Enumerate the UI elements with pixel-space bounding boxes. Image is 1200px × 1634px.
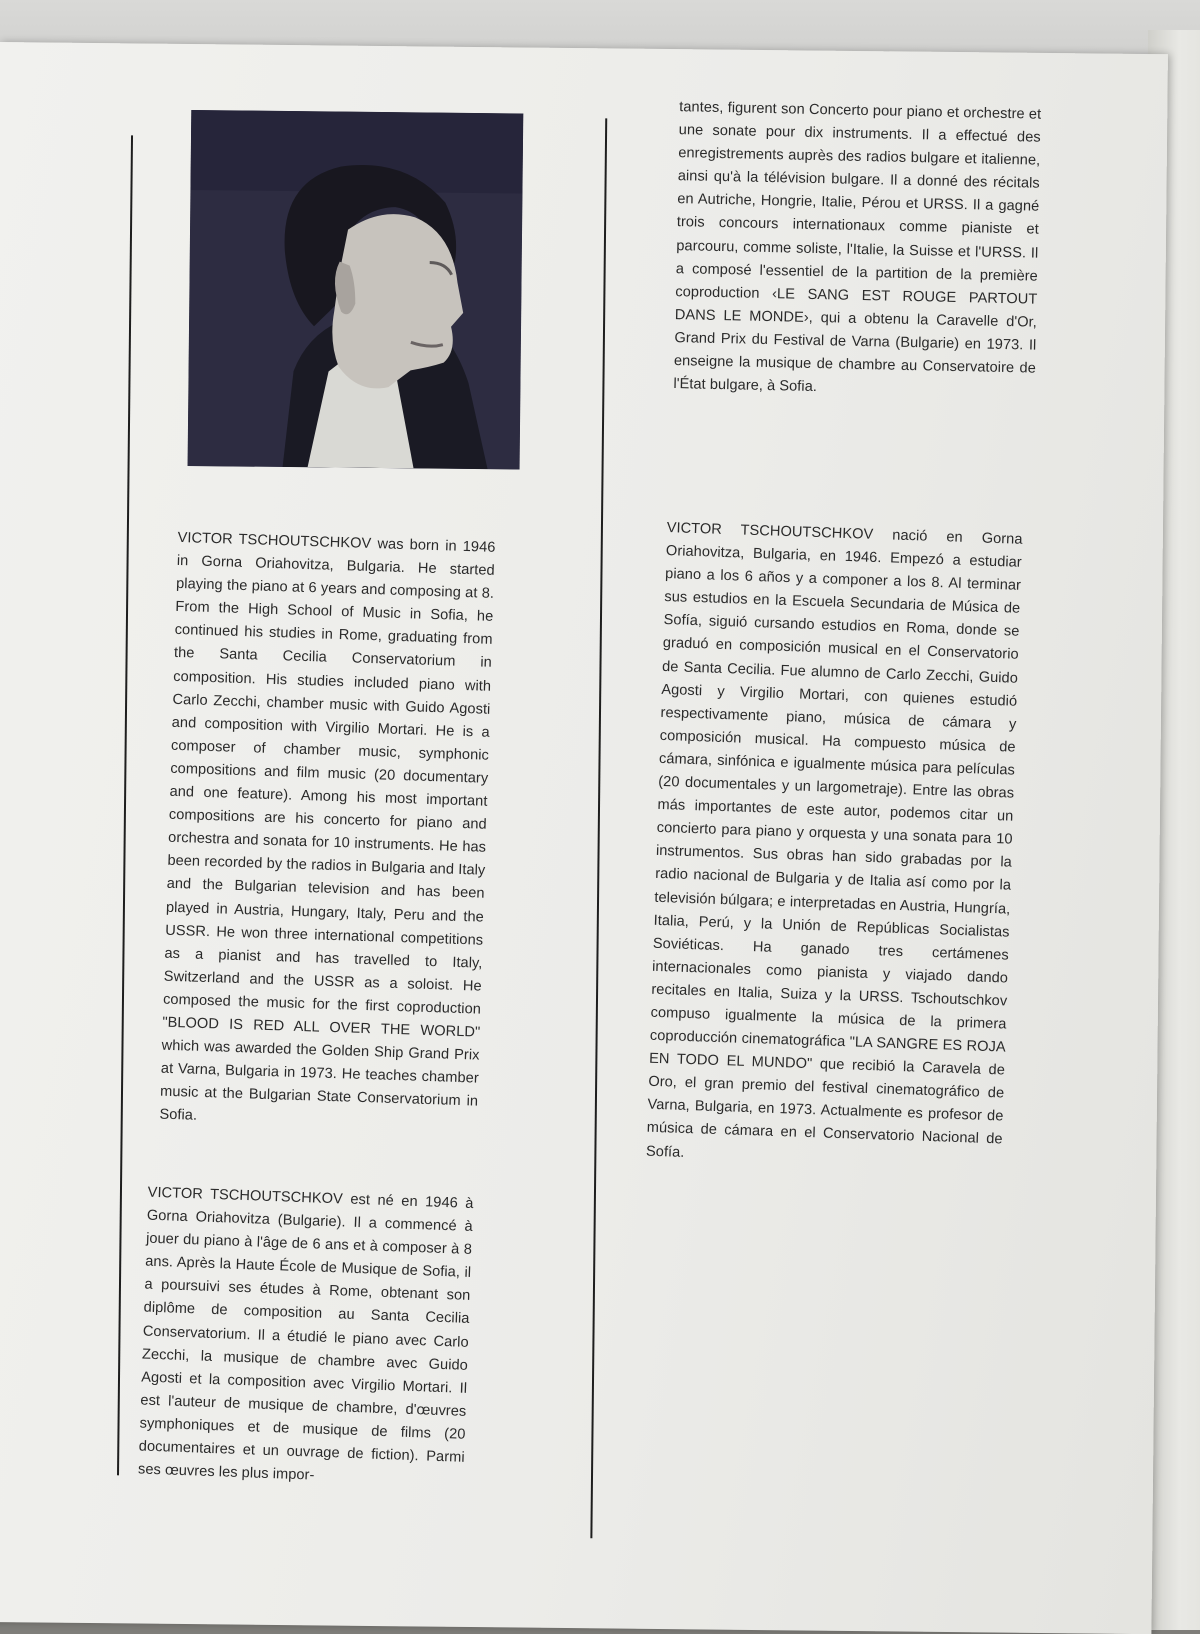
spanish-biography: VICTOR TSCHOUTSCHKOV nació en Gorna Oriahovitza, Bulgaria, en 1946. Empezó a estudiar piano a los 6 años y a componer a los 8. Al terminar sus estudios en la Escuela Secundaria de Música de Sofía, siguió cursando estudios en Roma, donde se graduó en composición musical en el Conservatorio de Santa Cecilia. Fue alumno de Carlo Zecchi, Guido Agosti y Virgilio Mortari, con quienes estudió respectivamente piano, música de cámara y composición musical. Ha compuesto música de cámara, sinfónica e igualmente música para películas (20 documentales y un largometraje). Entre las obras más importantes de este autor, podemos citar un concierto para piano y orquesta y una sonata para 10 instrumentos. Sus obras han sido grabadas por la radio nacional de Bulgaria y de Italia así como por la televisión búlgara; e interpretadas en Austria, Hungría, Italia, Perú, y la Unión de Repúblicas Socialistas Soviéticas. Ha ganado tres certámenes internacionales como pianista y viajado dando recitales en Italia, Suiza y la URSS. Tschoutschkov compuso igualmente la música de la primera coproducción cinematográfica "LA SANGRE ES ROJA EN TODO EL MUNDO" que recibió la Caravela de Oro, el gran premio del festival cinematográfico de Varna, Bulgaria, en 1973. Actualmente es profesor de música de cámara en el Conservatorio Nacional de Sofía. (645, 520, 1023, 1161)
booklet-page (0, 42, 1168, 1634)
french-biography-part2: tantes, figurent son Concerto pour piano et orchestre et une sonate pour dix instruments. Il a effectué des enregistrements auprès des radios bulgare et italienne, ainsi qu'à la télévision bulgare. Il a donné des récitals en Autriche, Hongrie, Italie, Pérou et URSS. Il a gagné trois concours internationaux comme pianiste et parcouru, comme soliste, l'Italie, la Suisse et l'URSS. Il a composé l'essentiel de la partition de la première coproduction ‹LE SANG EST ROUGE PARTOUT DANS LE MONDE›, qui a obtenu la Caravelle d'Or, Grand Prix du Festival de Varna (Bulgarie) en 1973. Il enseigne la musique de chambre au Conservatoire de l'État bulgare, à Sofia. (673, 99, 1042, 396)
middle-column-rule (590, 118, 607, 1538)
portrait-photo (188, 110, 524, 469)
left-column-rule (117, 135, 133, 1475)
portrait-illustration (188, 110, 524, 469)
english-biography: VICTOR TSCHOUTSCHKOV was born in 1946 in Gorna Oriahovitza, Bulgaria. He started playing the piano at 6 years and composing at 8. From the High School of Music in Sofia, he continued his studies in Rome, graduating from the Santa Cecilia Conservatorium in composition. His studies included piano with Carlo Zecchi, chamber music with Guido Agosti and composition with Virgilio Mortari. He is a composer of chamber music, symphonic compositions and film music (20 documentary and one feature). Among his most important compositions are his concerto for piano and orchestra and sonata for 10 instruments. He has been recorded by the radios in Bulgaria and Italy and the Bulgarian television and has been played in Austria, Hungary, Italy, Peru and the USSR. He won three international competitions as a pianist and has travelled to Italy, Switzerland and the USSR as a soloist. He composed the music for the first coproduction "BLOOD IS RED ALL OVER THE WORLD" which was awarded the Golden Ship Grand Prix at Varna, Bulgaria in 1973. He teaches chamber music at the Bulgarian State Conservatorium in Sofia. (159, 529, 496, 1125)
french-biography-part1: VICTOR TSCHOUTSCHKOV est né en 1946 à Gorna Oriahovitza (Bulgarie). Il a commencé à jouer du piano à l'âge de 6 ans et à composer à 8 ans. Après la Haute École de Musique de Sofia, il a poursuivi ses études à Rome, obtenant son diplôme de composition au Santa Cecilia Conservatorium. Il a étudié le piano avec Carlo Zecchi, la musique de chambre avec Guido Agosti et la composition avec Virgilio Mortari. Il est l'auteur de musique de chambre, d'œuvres symphoniques et de musique de films (20 documentaires et un ouvrage de fiction). Parmi ses œuvres les plus impor- (137, 1184, 474, 1484)
